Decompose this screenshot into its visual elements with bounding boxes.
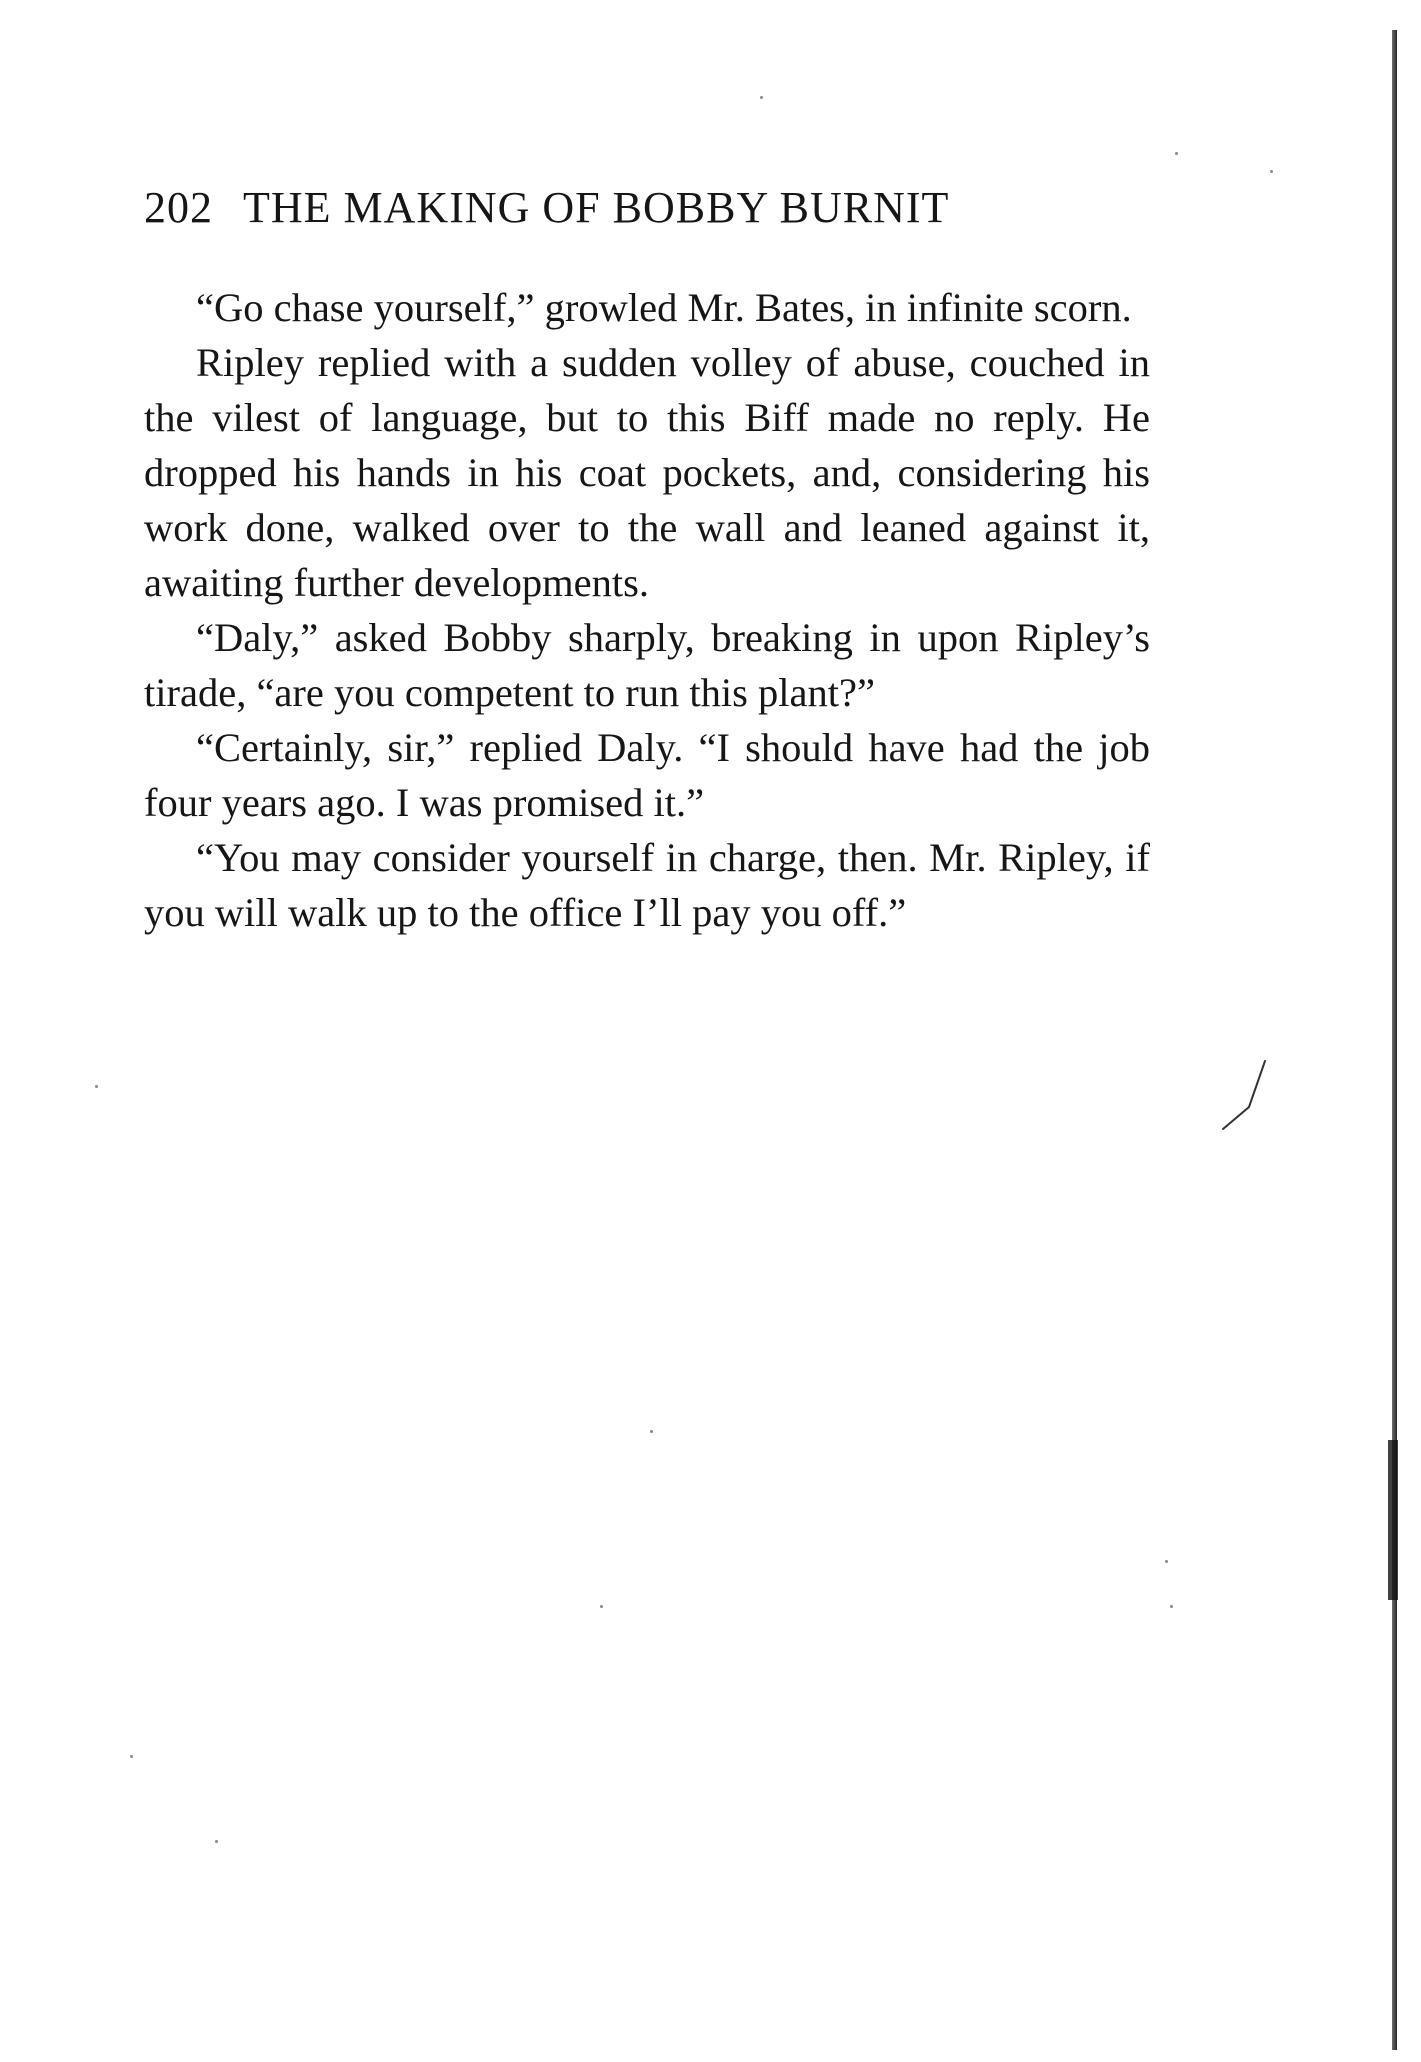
- paragraph: “Go chase yourself,” growled Mr. Bates, in infinite scorn.: [196, 285, 1132, 330]
- paper-speck: [1165, 1560, 1168, 1563]
- paper-speck: [215, 1840, 218, 1843]
- running-title: THE MAKING OF BOBBY BURNIT: [243, 183, 950, 232]
- paragraph: Ripley replied with a sudden volley of abuse, couched in the vilest of language, but to this Biff made no reply. He dropped his hands in his coat pockets, and, considering his work done, walked over to the wall and leaned against it, awaiting further developments.: [144, 340, 1150, 605]
- pencil-mark: [1215, 1055, 1275, 1135]
- paragraph: “Certainly, sir,” replied Daly. “I should have had the job four years ago. I was promised it.”: [144, 725, 1150, 825]
- paper-speck: [130, 1755, 133, 1758]
- paragraph: “Daly,” asked Bobby sharply, breaking in upon Ripley’s tirade, “are you competent to run this plant?”: [144, 615, 1150, 715]
- paper-speck: [1175, 152, 1178, 155]
- paper-speck: [760, 96, 763, 99]
- paper-speck: [650, 1430, 653, 1433]
- page-header: [144, 182, 1144, 242]
- paragraph: “You may consider yourself in charge, then. Mr. Ripley, if you will walk up to the office I’ll pay you off.”: [144, 835, 1150, 935]
- paper-speck: [600, 1605, 603, 1608]
- paper-speck: [1270, 170, 1273, 173]
- paper-speck: [95, 1085, 98, 1088]
- page-number: 202: [144, 183, 213, 232]
- binding-shadow: [1388, 1440, 1398, 1600]
- paper-speck: [1170, 1605, 1173, 1608]
- body-text: [144, 280, 1150, 940]
- binding-edge: [1392, 30, 1397, 2050]
